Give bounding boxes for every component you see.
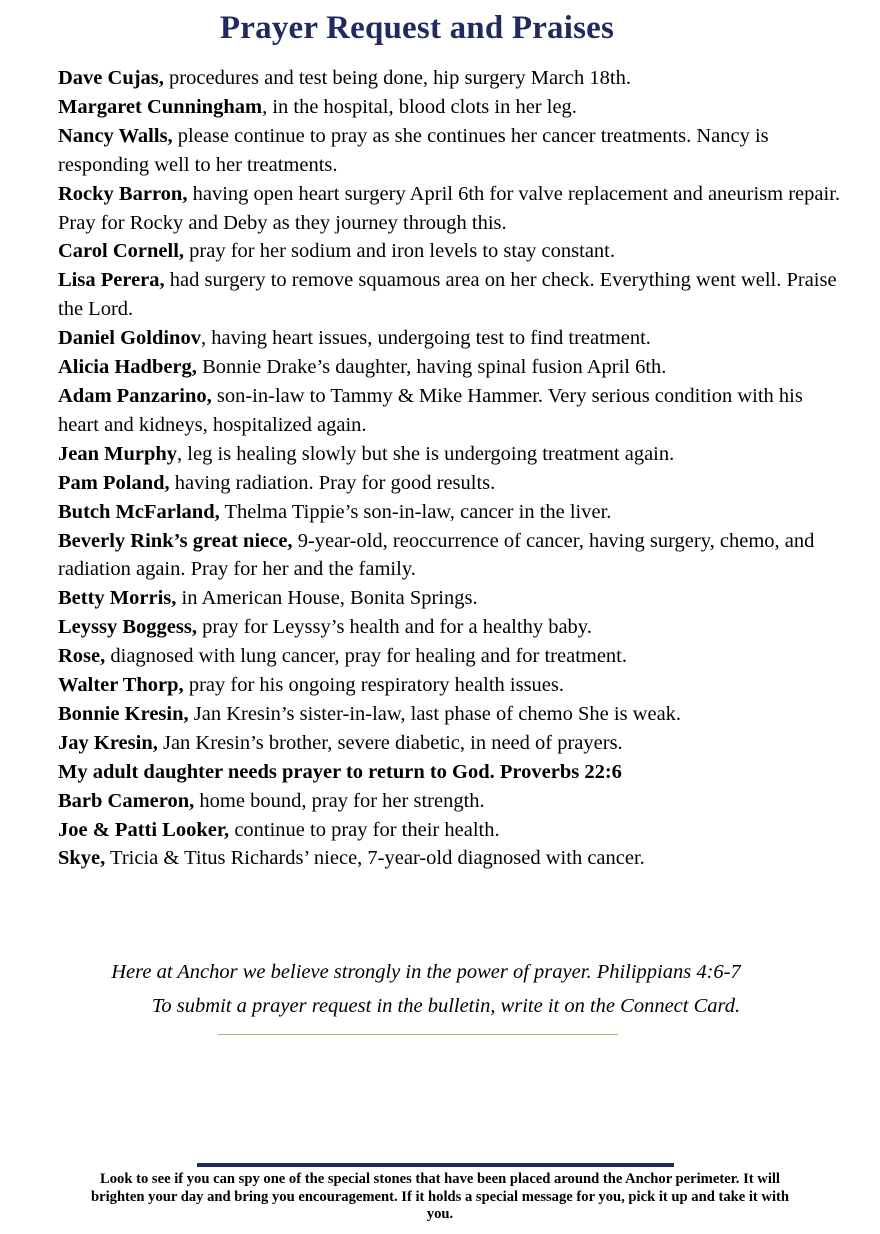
list-item	[58, 64, 848, 93]
request-text: having open heart surgery April 6th for valve replacement and aneurism repair. Pray for Rocky and Deby as they journey through this.	[58, 182, 841, 234]
request-text: Tricia & Titus Richards’ niece, 7-year-old diagnosed with cancer.	[105, 847, 645, 870]
request-name: Beverly Rink’s great niece,	[58, 529, 293, 552]
request-text: Thelma Tippie’s son-in-law, cancer in the liver.	[219, 500, 612, 523]
request-name: Adam Panzarino,	[58, 384, 212, 407]
list-item	[58, 613, 848, 642]
request-name: Betty Morris,	[58, 587, 177, 610]
request-name: Leyssy Boggess,	[58, 616, 197, 639]
request-name: Margaret Cunningham	[58, 95, 263, 118]
prayer-belief-note: Here at Anchor we believe strongly in the power of prayer. Philippians 4:6-7	[111, 961, 741, 983]
list-item	[58, 93, 848, 122]
request-text: , having heart issues, undergoing test to find treatment.	[200, 327, 651, 350]
request-name: Daniel Goldinov	[58, 327, 201, 350]
request-name: Carol Cornell,	[58, 240, 185, 263]
request-text: Jan Kresin’s sister-in-law, last phase of chemo She is weak.	[188, 702, 682, 725]
request-text: procedures and test being done, hip surgery March 18th.	[163, 67, 631, 89]
special-stones-note: Look to see if you can spy one of the special stones that have been placed around the Anchor perimeter. It will brighten your day and bring you encouragement. If it holds a special message for you, pick it up and take it with you.	[91, 1171, 789, 1222]
request-text: please continue to pray as she continues her cancer treatments. Nancy is responding well to her treatments.	[58, 124, 769, 176]
list-item	[58, 469, 848, 498]
list-item	[58, 787, 848, 816]
list-item	[58, 122, 848, 180]
request-name: My adult daughter needs prayer to return to God. Proverbs 22:6	[58, 760, 622, 783]
request-name: Walter Thorp,	[58, 674, 184, 697]
request-text: son-in-law to Tammy & Mike Hammer. Very serious condition with his heart and kidneys, hospitalized again.	[58, 384, 803, 436]
page-title: Prayer Request and Praises	[219, 10, 615, 46]
list-item	[58, 440, 848, 469]
request-text: Jan Kresin’s brother, severe diabetic, in need of prayers.	[157, 731, 623, 754]
list-item	[58, 642, 848, 671]
request-text: diagnosed with lung cancer, pray for healing and for treatment.	[105, 645, 628, 668]
request-text: had surgery to remove squamous area on her check. Everything went well. Praise the Lord.	[58, 269, 837, 321]
request-name: Lisa Perera,	[58, 269, 165, 292]
request-name: Barb Cameron,	[58, 789, 195, 812]
request-name: Skye,	[58, 847, 106, 870]
request-name: Alicia Hadberg,	[58, 356, 197, 379]
list-item	[58, 324, 848, 353]
list-item	[58, 700, 848, 729]
list-item	[58, 671, 848, 700]
request-text: , leg is healing slowly but she is undergoing treatment again.	[177, 442, 675, 465]
request-name: Rose,	[58, 645, 106, 668]
request-name: Jay Kresin,	[58, 731, 158, 754]
divider	[197, 1163, 674, 1167]
request-text: having radiation. Pray for good results.	[169, 471, 496, 494]
list-item	[58, 498, 848, 527]
request-text: , in the hospital, blood clots in her leg.	[262, 95, 577, 118]
request-text: pray for his ongoing respiratory health issues.	[183, 674, 564, 697]
request-name: Butch McFarland,	[58, 500, 220, 523]
list-item	[58, 729, 848, 758]
list-item	[58, 758, 848, 787]
request-name: Jean Murphy	[58, 442, 178, 465]
list-item	[58, 266, 848, 324]
connect-card-note: To submit a prayer request in the bulletin, write it on the Connect Card.	[151, 995, 741, 1017]
request-name: Bonnie Kresin,	[58, 702, 189, 725]
request-name: Nancy Walls,	[58, 124, 173, 147]
request-text: pray for Leyssy’s health and for a healthy baby.	[196, 616, 592, 639]
list-item	[58, 816, 848, 845]
list-item	[58, 237, 848, 266]
request-name: Joe & Patti Looker,	[58, 818, 230, 841]
request-text: home bound, pray for her strength.	[194, 789, 485, 812]
list-item	[58, 180, 848, 238]
list-item	[58, 584, 848, 613]
request-text: pray for her sodium and iron levels to stay constant.	[184, 240, 616, 263]
request-name: Rocky Barron,	[58, 182, 188, 205]
list-item	[58, 844, 848, 873]
request-text: Bonnie Drake’s daughter, having spinal fusion April 6th.	[196, 356, 667, 379]
request-text: in American House, Bonita Springs.	[176, 587, 478, 610]
list-item	[58, 353, 848, 382]
list-item	[58, 527, 848, 585]
request-text: continue to pray for their health.	[229, 818, 500, 841]
request-name: Pam Poland,	[58, 471, 170, 494]
divider	[218, 1034, 618, 1035]
request-text: 9-year-old, reoccurrence of cancer, having surgery, chemo, and radiation again. Pray for her and the family.	[58, 529, 815, 581]
request-name: Dave Cujas,	[58, 67, 164, 89]
list-item	[58, 382, 848, 440]
prayer-request-list	[58, 64, 848, 873]
